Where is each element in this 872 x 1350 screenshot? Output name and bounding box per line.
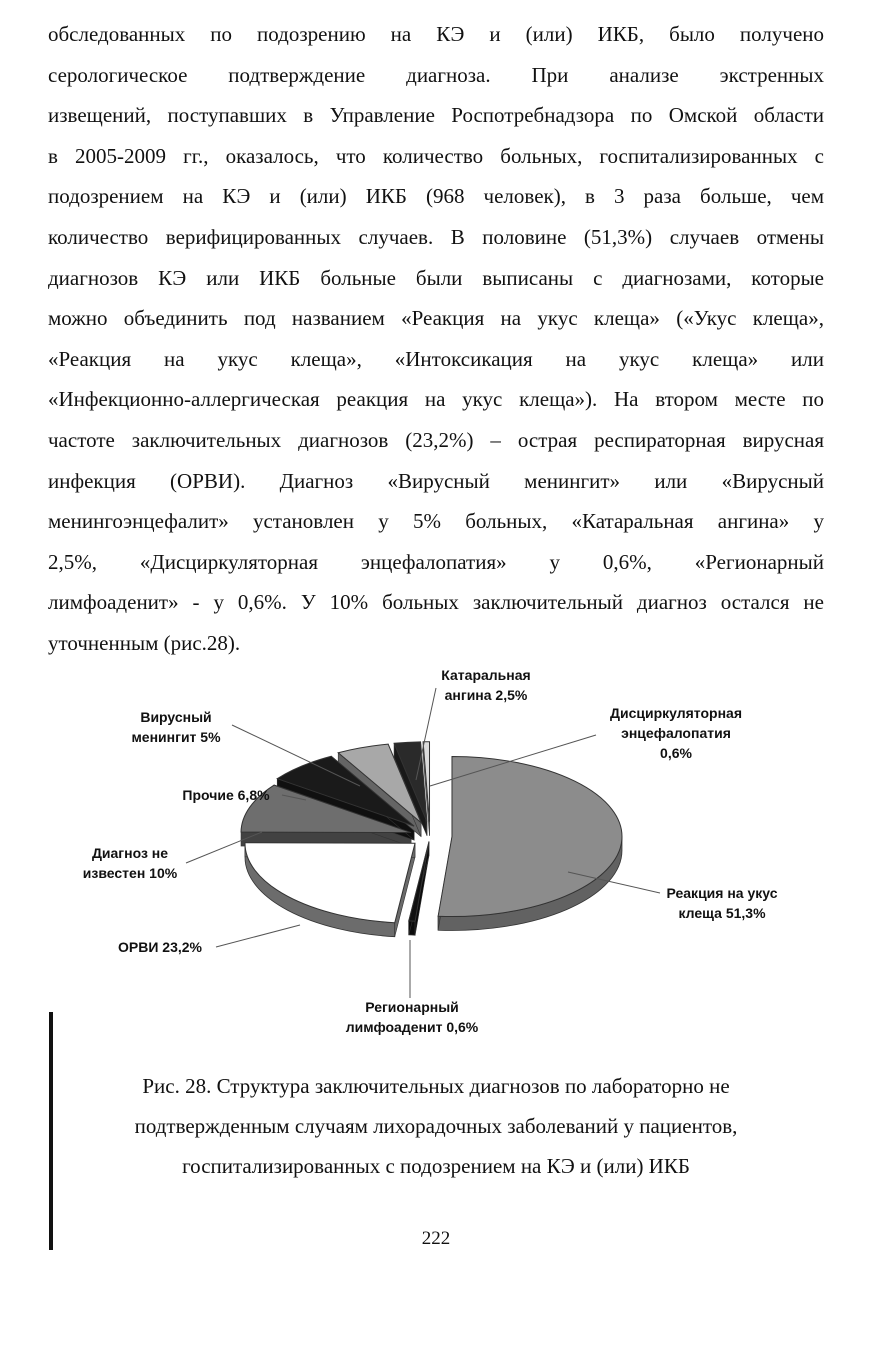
- slice-label: [182, 787, 270, 803]
- slice-label: [346, 999, 479, 1035]
- body-line: количество верифицированных случаев. В половине (51,3%) случаев отмены: [48, 224, 824, 249]
- body-line: извещений, поступавших в Управление Роспотребнадзора по Омской области: [48, 103, 824, 128]
- slice-label-line: Дисциркуляторная: [610, 705, 742, 721]
- slice-label-line: Вирусный: [140, 709, 212, 725]
- slice-label-line: Диагноз не: [91, 845, 169, 861]
- body-line: «Реакция на укус клеща», «Интоксикация на укус клеща» или: [48, 346, 824, 371]
- slice-label-line: Регионарный: [365, 999, 459, 1015]
- margin-bar: [49, 1012, 53, 1250]
- body-line: подозрением на КЭ и (или) ИКБ (968 человек), в 3 раза больше, чем: [48, 184, 824, 209]
- body-line: диагнозов КЭ или ИКБ больные были выписаны с диагнозами, которые: [48, 265, 824, 290]
- slice-label: [667, 885, 778, 921]
- slice-label-line: 0,6%: [660, 745, 692, 761]
- body-line: уточненным (рис.28).: [48, 630, 241, 655]
- caption-line: Рис. 28. Структура заключительных диагнозов по лабораторно не: [142, 1074, 730, 1098]
- body-line: «Инфекционно-аллергическая реакция на укус клеща»). На втором месте по: [48, 387, 824, 412]
- slice-label-line: ОРВИ 23,2%: [118, 939, 202, 955]
- slice-label-line: Реакция на укус: [666, 885, 778, 901]
- slice-label-line: известен 10%: [82, 865, 178, 881]
- pie-slice: [245, 843, 415, 923]
- slice-label: [83, 845, 178, 881]
- slice-label-line: лимфоаденит 0,6%: [345, 1019, 479, 1035]
- body-line: менингоэнцефалит» установлен у 5% больных, «Катаральная ангина» у: [48, 509, 824, 534]
- slice-label-line: ангина 2,5%: [444, 687, 528, 703]
- body-line: обследованных по подозрению на КЭ и (или) ИКБ, было получено: [48, 22, 824, 46]
- body-line: в 2005-2009 гг., оказалось, что количество больных, госпитализированных с: [48, 143, 824, 168]
- slice-label-line: энцефалопатия: [621, 725, 731, 741]
- body-line: лимфоаденит» - у 0,6%. У 10% больных заключительный диагноз остался не: [48, 590, 824, 615]
- body-text: [48, 14, 824, 664]
- body-line: 2,5%, «Дисциркуляторная энцефалопатия» у 0,6%, «Регионарный: [48, 549, 824, 574]
- caption-line: госпитализированных с подозрением на КЭ и (или) ИКБ: [182, 1154, 690, 1178]
- body-line: инфекция (ОРВИ). Диагноз «Вирусный менингит» или «Вирусный: [48, 468, 824, 493]
- body-line: можно объединить под названием «Реакция на укус клеща» («Укус клеща»,: [48, 306, 824, 331]
- body-line: частоте заключительных диагнозов (23,2%) – острая респираторная вирусная: [48, 427, 824, 452]
- slice-label: [131, 709, 221, 745]
- pie-chart-svg: [0, 660, 872, 1050]
- slice-label-line: клеща 51,3%: [678, 905, 766, 921]
- pie-chart: [0, 660, 872, 1050]
- page-number: 222: [421, 1228, 451, 1249]
- body-line: серологическое подтверждение диагноза. При анализе экстренных: [48, 62, 824, 87]
- figure-caption: [60, 1066, 812, 1186]
- slice-label: [118, 939, 203, 955]
- slice-label-line: Катаральная: [441, 667, 531, 683]
- pie-tops: [241, 742, 622, 923]
- slice-label: [441, 667, 530, 703]
- slice-label-line: менингит 5%: [131, 729, 221, 745]
- slice-label: [610, 705, 742, 761]
- slice-label-line: Прочие 6,8%: [182, 787, 270, 803]
- caption-line: подтвержденным случаям лихорадочных заболеваний у пациентов,: [134, 1114, 738, 1138]
- leader-line: [216, 925, 300, 947]
